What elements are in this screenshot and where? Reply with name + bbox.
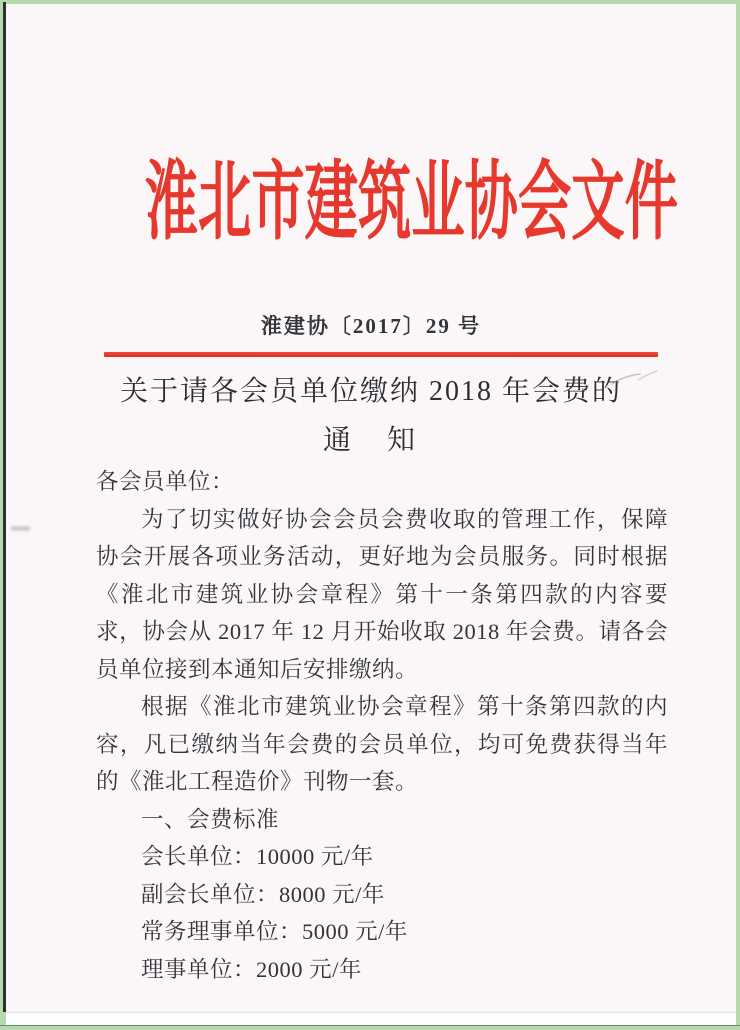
notice-title-line2: 通 知 (322, 425, 419, 456)
fee-item-director-unit: 理事单位：2000 元/年 (141, 956, 362, 982)
salutation: 各会员单位： (96, 469, 235, 494)
document-number: 淮建协〔2017〕29 号 (260, 314, 482, 338)
fee-item-president-unit: 会长单位：10000 元/年 (141, 844, 374, 869)
body-paragraph-2: 根据《淮北市建筑业协会章程》第十条第四款的内容，凡已缴纳当年会费的会员单位，均可免费获得当年的《淮北工程造价》刊物一套。 (96, 694, 668, 794)
section-heading-fee-standard: 一、会费标准 (141, 806, 280, 832)
letterhead-org-title: 淮北市建筑业协会文件 (144, 154, 678, 250)
fee-item-executive-director-unit: 常务理事单位：5000 元/年 (141, 919, 408, 944)
page-bottom-edge (6, 1012, 736, 1025)
document-paper (6, 4, 736, 1025)
notice-title-line1: 关于请各会员单位缴纳 2018 年会费的 (119, 376, 622, 407)
pencil-mark-artifact (610, 368, 660, 394)
scan-smudge-artifact (11, 526, 30, 531)
fee-item-vice-president-unit: 副会长单位：8000 元/年 (141, 881, 385, 907)
body-paragraph-1: 为了切实做好协会会员会费收取的管理工作，保障协会开展各项业务活动，更好地为会员服务。同时根据《淮北市建筑业协会章程》第十一条第四款的内容要求，协会从 2017 年 12 月开始收取 2018 年会费。请各会员单位接到本通知后安排缴纳。 (96, 506, 668, 682)
document-body (96, 463, 668, 988)
red-divider-line (104, 352, 658, 357)
